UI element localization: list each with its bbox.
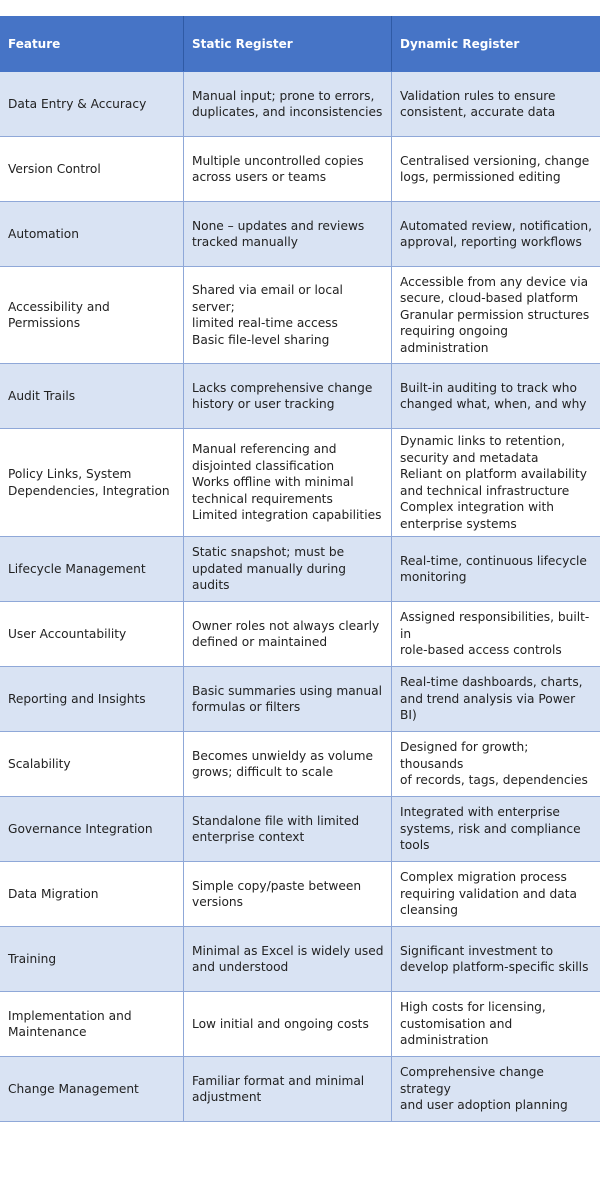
table-row [0, 1057, 600, 1122]
feature-cell: User Accountability [0, 602, 184, 666]
static-register-cell: Shared via email or local server; limited real-time access Basic file-level sharing [184, 267, 392, 363]
feature-cell: Audit Trails [0, 364, 184, 428]
static-register-cell: Manual referencing and disjointed classification Works offline with minimal technical requirements Limited integration capabilities [184, 429, 392, 536]
dynamic-register-cell: Real-time dashboards, charts, and trend analysis via Power BI) [400, 675, 583, 723]
table-row [0, 202, 600, 267]
table-row [0, 137, 600, 202]
dynamic-register-cell: Built-in auditing to track who changed what, when, and why [400, 380, 587, 411]
feature-cell: Reporting and Insights [0, 667, 184, 731]
feature-cell: Change Management [0, 1057, 184, 1121]
dynamic-register-cell: Validation rules to ensure consistent, accurate data [400, 88, 556, 119]
dynamic-register-cell: Assigned responsibilities, built-in role-based access controls [400, 610, 590, 658]
static-register-cell: None – updates and reviews tracked manually [184, 202, 392, 266]
table-row [0, 267, 600, 364]
dynamic-register-cell: Automated review, notification, approval, reporting workflows [400, 218, 592, 249]
static-register-cell: Standalone file with limited enterprise context [184, 797, 392, 861]
dynamic-register-cell: Integrated with enterprise systems, risk and compliance tools [400, 805, 581, 853]
table-row [0, 364, 600, 429]
dynamic-register-cell: Centralised versioning, change logs, permissioned editing [400, 153, 590, 184]
table-row [0, 537, 600, 602]
dynamic-register-cell: Designed for growth; thousands of records, tags, dependencies [400, 740, 588, 788]
static-register-cell: Becomes unwieldy as volume grows; difficult to scale [184, 732, 392, 796]
dynamic-register-cell: High costs for licensing, customisation and administration [400, 1000, 546, 1048]
table-header [0, 16, 600, 72]
feature-cell: Automation [0, 202, 184, 266]
feature-cell: Data Entry & Accuracy [0, 72, 184, 136]
dynamic-register-cell: Accessible from any device via secure, cloud-based platform Granular permission structures requiring ongoing administration [400, 274, 590, 355]
static-register-cell: Minimal as Excel is widely used and understood [184, 927, 392, 991]
static-register-cell: Owner roles not always clearly defined or maintained [184, 602, 392, 666]
feature-cell: Implementation and Maintenance [0, 992, 184, 1056]
feature-cell: Scalability [0, 732, 184, 796]
feature-cell: Policy Links, System Dependencies, Integration [0, 429, 184, 536]
static-register-cell: Multiple uncontrolled copies across users or teams [184, 137, 392, 201]
feature-cell: Training [0, 927, 184, 991]
header-dynamic-register: Dynamic Register [400, 36, 520, 51]
table-row [0, 927, 600, 992]
feature-cell: Accessibility and Permissions [0, 267, 184, 363]
static-register-cell: Low initial and ongoing costs [184, 992, 392, 1056]
table-body [0, 72, 600, 1122]
dynamic-register-cell: Significant investment to develop platform-specific skills [400, 943, 589, 974]
table-row [0, 429, 600, 537]
table-row [0, 732, 600, 797]
table-row [0, 72, 600, 137]
comparison-table [0, 16, 600, 1122]
header-static-register: Static Register [184, 16, 392, 71]
dynamic-register-cell: Comprehensive change strategy and user adoption planning [400, 1065, 568, 1113]
table-row [0, 992, 600, 1057]
static-register-cell: Lacks comprehensive change history or user tracking [184, 364, 392, 428]
static-register-cell: Manual input; prone to errors, duplicates, and inconsistencies [184, 72, 392, 136]
header-feature: Feature [0, 16, 184, 71]
feature-cell: Lifecycle Management [0, 537, 184, 601]
feature-cell: Version Control [0, 137, 184, 201]
dynamic-register-cell: Real-time, continuous lifecycle monitoring [400, 553, 587, 584]
static-register-cell: Static snapshot; must be updated manually during audits [184, 537, 392, 601]
table-row [0, 862, 600, 927]
static-register-cell: Familiar format and minimal adjustment [184, 1057, 392, 1121]
table-row [0, 667, 600, 732]
feature-cell: Governance Integration [0, 797, 184, 861]
table-row [0, 602, 600, 667]
dynamic-register-cell: Dynamic links to retention, security and metadata Reliant on platform availability and technical infrastructure Complex integration with enterprise systems [400, 434, 588, 531]
static-register-cell: Basic summaries using manual formulas or filters [184, 667, 392, 731]
table-row [0, 797, 600, 862]
dynamic-register-cell: Complex migration process requiring validation and data cleansing [400, 870, 577, 918]
static-register-cell: Simple copy/paste between versions [184, 862, 392, 926]
feature-cell: Data Migration [0, 862, 184, 926]
